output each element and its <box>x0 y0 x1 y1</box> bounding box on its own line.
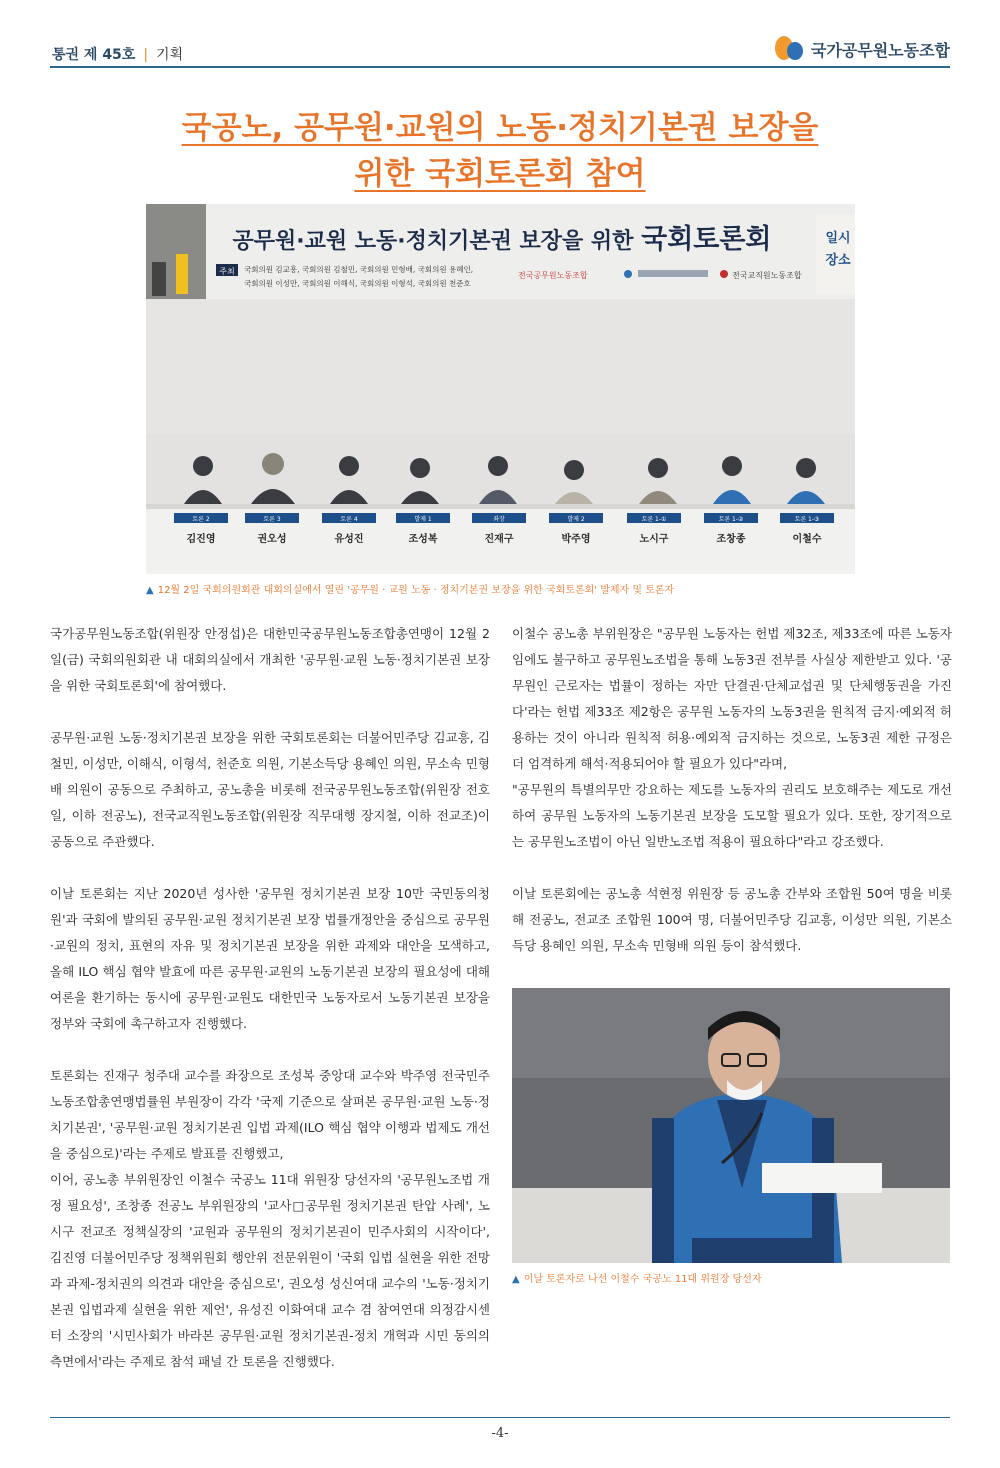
union-logo-text: 국가공무원노동조합 <box>810 40 950 60</box>
nameplate-role: 토론 1-② <box>718 516 744 523</box>
paragraph: 공무원·교원 노동·정치기본권 보장을 위한 국회토론회는 더불어민주당 김교흥, 김철민, 이성만, 이해식, 이형석, 천준호 의원, 기본소득당 용혜인 의원, 무소속 민형배 의원이 공동으로 주최하고, 공노총을 비롯해 전국공무원노동조합(위원장 전호일, 이하 전공노), 전국교직원노동조합(위원장 직무대행 장지철, 이하 전교조)이 공동으로 주관했다. <box>50 730 490 849</box>
header-separator: | <box>143 47 149 63</box>
article-title-line-1: 국공노, 공무원·교원의 노동·정치기본권 보장을 <box>181 110 819 146</box>
union-logo <box>775 34 950 64</box>
paragraph: 이철수 공노총 부위원장은 "공무원 노동자는 헌법 제32조, 제33조에 따른 노동자임에도 불구하고 공무원노조법을 통해 노동3권 전부를 사실상 제한받고 있다. '공무원인 근로자는 법률이 정하는 자만 단결권·단체교섭권 및 단체행동권을 가진다'라는 헌법 제33조 제2항은 공무원 노동자의 노동3권을 원칙적 금지·예외적 허용하는 것이 아니라 원칙적 허용·예외적 금지하는 것으로, 노동3권 제한 규정은 더 엄격하게 해석·적용되어야 할 필요가 있다"라며, "공무원의 특별의무만 강요하는 제도를 노동자의 권리도 보호해주는 제도로 개선하여 공무원 노동자의 노동기본권 보장을 도모할 필요가 있다. 또한, 장기적으로는 공무원노조법이 아닌 일반노조법 적용이 필요하다"라고 강조했다. <box>512 626 952 849</box>
paragraph: 이날 토론회는 지난 2020년 성사한 '공무원 정치기본권 보장 10만 국민동의청원'과 국회에 발의된 공무원·교원 정치기본권 보장 법률개정안을 중심으로 공무원·교원의 정치, 표현의 자유 및 정치기본권 보장을 위한 과제와 대안을 모색하고, 올해 ILO 핵심 협약 발효에 따른 공무원·교원의 노동기본권 보장의 필요성에 대해 여론을 환기하는 동시에 공무원·교원도 대한민국 노동자로서 노동기본권 보장을 정부와 국회에 촉구하고자 진행했다. <box>50 886 490 1031</box>
page-number: -4- <box>491 1426 509 1441</box>
nameplate-role: 좌장 <box>493 516 505 523</box>
nameplate-role: 토론 3 <box>263 516 281 523</box>
main-photo <box>146 204 855 574</box>
paragraph: 국가공무원노동조합(위원장 안정섭)은 대한민국공무원노동조합총연맹이 12월 2일(금) 국회의원회관 내 대회의실에서 개최한 '공무원·교원 노동·정치기본권 보장을 위한 국회토론회'에 참여했다. <box>50 626 490 693</box>
paragraph: 이날 토론회에는 공노총 석현정 위원장 등 공노총 간부와 조합원 50여 명을 비롯해 전공노, 전교조 조합원 100여 명, 더불어민주당 김교흥, 이성만 의원, 기본소득당 용혜인 의원, 무소속 민형배 의원 등이 참석했다. <box>512 886 952 953</box>
nameplate-role: 토론 1-③ <box>794 516 820 523</box>
nameplate-name: 조성복 <box>408 534 438 545</box>
nameplate-name: 권오성 <box>257 534 287 545</box>
union-logo-icon <box>775 34 805 64</box>
article-column-left <box>50 621 490 1401</box>
header-issue <box>52 44 183 64</box>
article-title-line-2: 위한 국회토론회 참여 <box>354 156 646 192</box>
nameplate-role: 발제 1 <box>414 516 432 523</box>
footer-divider <box>50 1417 950 1418</box>
section-name: 기획 <box>156 47 184 63</box>
banner-hosts-1: 국회의원 김교흥, 국회의원 김철민, 국회의원 민형배, 국회의원 용혜인, <box>244 265 474 274</box>
banner-org-3: 전국교직원노동조합 <box>732 271 802 280</box>
nameplate-role: 토론 2 <box>192 516 210 523</box>
nameplate-name: 김진영 <box>186 534 216 545</box>
header-divider <box>50 66 950 68</box>
speaker-photo-caption: ▲ 이날 토론자로 나선 이철수 국공노 11대 위원장 당선자 <box>512 1274 762 1285</box>
caption-triangle-icon: ▲ <box>512 1274 520 1285</box>
nameplate-name: 유성진 <box>334 534 364 545</box>
article-column-right <box>512 621 952 985</box>
nameplate-name: 이철수 <box>792 534 822 545</box>
banner-title: 공무원·교원 노동·정치기본권 보장을 위한 국회토론회 <box>232 224 772 255</box>
nameplate-name: 조창종 <box>716 534 746 545</box>
banner-host-label: 주최 <box>219 267 235 276</box>
nameplate-role: 발제 2 <box>567 516 585 523</box>
nameplate-name: 진재구 <box>484 534 514 545</box>
banner-side-date: 일시 <box>825 231 851 246</box>
caption-triangle-icon: ▲ <box>146 585 154 596</box>
nameplate-name: 노시구 <box>639 534 669 545</box>
issue-number: 통권 제 45호 <box>52 47 136 63</box>
paragraph: 토론회는 진재구 청주대 교수를 좌장으로 조성복 중앙대 교수와 박주영 전국민주노동조합총연맹법률원 부원장이 각각 '국제 기준으로 살펴본 공무원·교원 노동·정치기본권', '공무원·교원 정치기본권 입법 과제(ILO 핵심 협약 이행과 법제도 개선을 중심으로)'라는 주제로 발표를 진행했고, 이어, 공노총 부위원장인 이철수 국공노 11대 위원장 당선자의 '공무원노조법 개정 필요성', 조창종 전공노 부위원장의 '교사□공무원 정치기본권 탄압 사례', 노시구 전교조 정책실장의 '교원과 공무원의 정치기본권이 민주사회의 시작이다', 김진영 더불어민주당 정책위원회 행안위 전문위원이 '국회 입법 실현을 위한 전망과 과제-정치권의 의견과 대안을 중심으로', 권오성 성신여대 교수의 '노동·정치기본권 입법과제 실현을 위한 제언', 유성진 이화여대 교수 겸 참여연대 의정감시센터 소장의 '시민사회가 바라본 공무원·교원 정치기본권-정치 개혁과 시민 동의의 측면에서'라는 주제로 참석 패널 간 토론을 진행했다. <box>50 1068 490 1369</box>
speaker-photo <box>512 988 950 1263</box>
banner-hosts-2: 국회의원 이성만, 국회의원 이해식, 국회의원 이형석, 국회의원 천준호 <box>244 279 471 288</box>
nameplate-name: 박주영 <box>561 534 591 545</box>
banner-side-venue: 장소 <box>825 253 851 268</box>
banner-org-1: 전국공무원노동조합 <box>518 271 588 280</box>
main-photo-caption: ▲ 12월 2일 국회의원회관 대회의실에서 열린 '공무원 · 교원 노동 · 정치기본권 보장을 위한 국회토론회' 발제자 및 토론자 <box>146 585 675 596</box>
nameplate-role: 토론 1-① <box>641 516 667 523</box>
nameplate-role: 토론 4 <box>340 516 358 523</box>
